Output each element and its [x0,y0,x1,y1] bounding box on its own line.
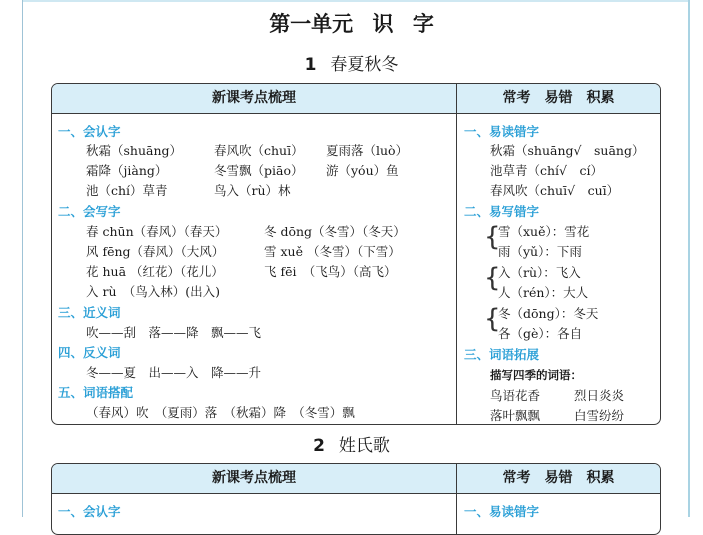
section-heading: 一、易读错字 [464,124,540,139]
text-line: 秋霜（shuāng） 春风吹（chuī） 夏雨落（luò） [86,143,409,158]
section-heading: 五、词语搭配 [58,385,134,400]
text-line: 霜降（jiàng） 冬雪飘（piāo） 游（yóu）鱼 [86,163,399,178]
section-heading: 一、易读错字 [464,504,540,519]
text-line: 秋霜（shuāng√ suāng） [490,143,645,158]
text-line: 吹——刮 落——降 飘——飞 [86,325,262,340]
column-divider [456,84,457,424]
lesson-name: 姓氏歌 [338,436,390,456]
unit-title [0,8,703,38]
section-heading: 二、会写字 [58,204,121,219]
text-line: 冬（dōng）：冬天 [498,306,599,321]
box-header-right: 常考 易错 积累 [457,84,660,114]
text-line: 各（gè）：各自 [498,326,583,341]
text-line: （春风）吹 （夏雨）落 （秋霜）降 （冬雪）飘 [86,405,355,420]
section-heading: 三、近义词 [58,305,121,320]
brace-icon: { [484,222,501,252]
brace-icon: { [484,263,501,293]
lesson-1-title [0,50,703,75]
text-line: 落叶飘飘 白雪纷纷 [490,408,625,423]
text-line: 雨（yǔ）：下雨 [498,244,582,259]
section-heading: 三、词语拓展 [464,347,540,362]
text-line: 入（rù）：飞入 [498,265,581,280]
text-line: 鸟语花香 烈日炎炎 [490,388,625,403]
section-heading: 一、会认字 [58,124,121,139]
unit-title-word2: 字 [412,12,434,36]
top-rule [23,0,688,2]
text-line: 池（chí）草青 鸟入（rù）林 [86,183,291,198]
text-line: 花 huā （红花）（花儿） 飞 fēi （飞鸟）（高飞） [86,264,397,279]
text-line: 风 fēng（春风）（大风） 雪 xuě （冬雪）（下雪） [86,244,401,259]
section-heading: 四、反义词 [58,345,121,360]
lesson-2-title [0,431,703,456]
text-line: 冬——夏 出——入 降——升 [86,365,262,380]
text-line: 入 rù （鸟入林）(出入) [86,284,221,299]
text-line: 春风吹（chuī√ cuī） [490,183,620,198]
text-line: 春 chūn（春风）（春天） 冬 dōng（冬雪）（冬天） [86,224,406,239]
box-header-right: 常考 易错 积累 [457,464,660,494]
lesson-number: 2 [313,436,325,456]
lesson-number: 1 [304,55,317,75]
section-heading: 一、会认字 [58,504,121,519]
text-line: 人（rén）：大人 [498,285,589,300]
lesson-1-box [51,83,661,425]
unit-title-main: 第一单元 [269,12,354,36]
box-header-left: 新课考点梳理 [52,464,456,494]
section-heading: 二、易写错字 [464,204,540,219]
lesson-2-box [51,463,661,535]
lesson-name: 春夏秋冬 [330,55,399,75]
subheading: 描写四季的词语： [490,368,582,382]
brace-icon: { [484,304,501,334]
text-line: 池草青（chí√ cí） [490,163,604,178]
column-divider [456,464,457,534]
text-line: 雪（xuě）：雪花 [498,224,590,239]
unit-title-word1: 识 [372,12,394,36]
box-header-left: 新课考点梳理 [52,84,456,114]
